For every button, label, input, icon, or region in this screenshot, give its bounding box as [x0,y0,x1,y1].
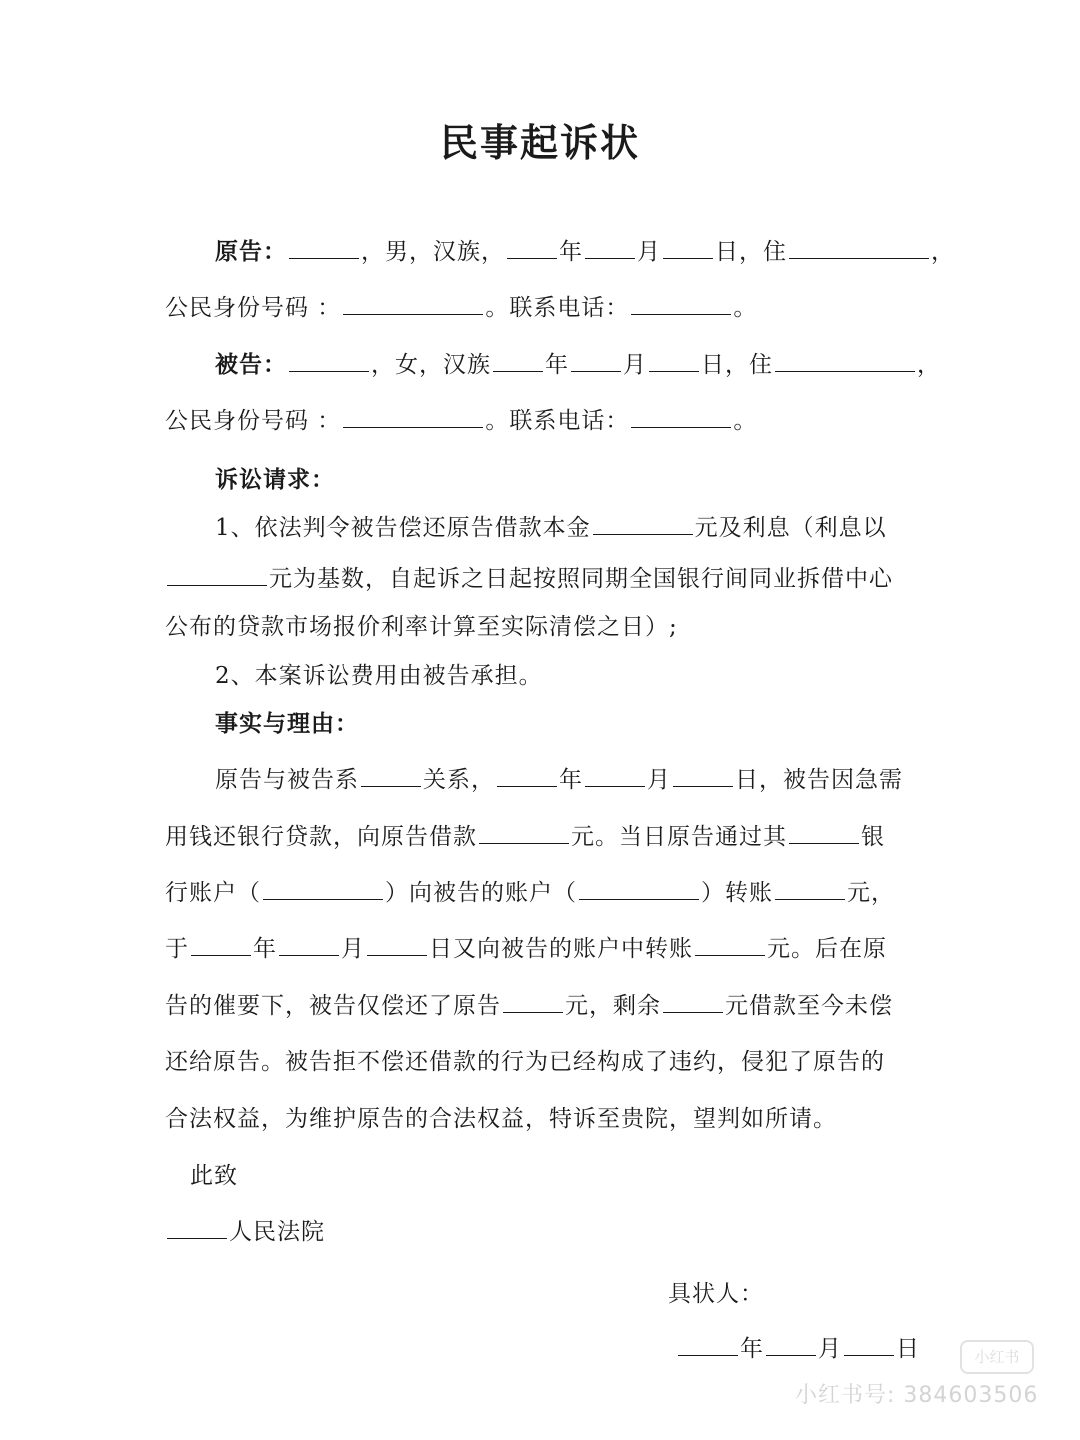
defendant-label: 被告： [215,352,287,378]
facts-text: 月 [647,767,671,793]
court-name: 人民法院 [229,1219,325,1245]
claim-item-1-line-2 [165,563,917,595]
closing-salute: 此致 [190,1163,238,1189]
blank-field [343,405,483,428]
plaintiff-year: 年 [559,239,583,265]
plaintiff-id-label: 公民身份号码 ： [165,295,342,321]
facts-line-5 [165,990,917,1022]
claim-item-2: 2、本案诉讼费用由被告承担。 [215,663,543,689]
period: 。 [733,295,758,321]
blank-field [695,933,765,956]
plaintiff-label: 原告： [215,239,287,265]
claim-item-1-line-3: 公布的贷款市场报价利率计算至实际清偿之日）; [165,614,678,640]
defendant-year: 年 [545,352,569,378]
facts-line-2 [165,821,917,853]
facts-text: 年 [559,767,583,793]
court-line [165,1216,917,1248]
facts-text: 元。后在原 [767,936,887,962]
facts-line-1 [215,764,917,796]
date-month: 月 [818,1336,842,1362]
facts-text: 告的催要下，被告仅偿还了原告 [165,993,501,1019]
blank-field [191,933,251,956]
facts-text: ）向被告的账户（ [385,880,577,906]
defendant-id-line [165,405,917,437]
facts-heading: 事实与理由： [215,711,359,737]
facts-line-7: 合法权益，为维护原告的合法权益，特诉至贵院，望判如所请。 [165,1106,837,1132]
facts-text: 用钱还银行贷款，向原告借款 [165,824,477,850]
sign-date [676,1330,920,1363]
facts-line-6: 还给原告。被告拒不偿还借款的行为已经构成了违约，侵犯了原告的 [165,1049,885,1075]
blank-field [497,764,557,787]
facts-text: 行账户（ [165,880,261,906]
facts-text: 元借款至今未偿 [725,993,893,1019]
blank-field [789,236,929,259]
claims-heading: 诉讼请求： [215,467,335,493]
blank-field [585,236,635,259]
blank-field [579,877,699,900]
blank-field [503,990,563,1013]
claim-text: 元为基数，自起诉之日起按照同期全国银行间同业拆借中心 [269,566,893,592]
blank-field [649,349,699,372]
date-year: 年 [740,1336,764,1362]
facts-line-3 [165,877,917,909]
blank-field [663,990,723,1013]
blank-field [571,349,621,372]
facts-text: 于 [165,936,189,962]
claim-text: 1、依法判令被告偿还原告借款本金 [215,515,591,541]
blank-field [343,292,483,315]
plaintiff-day-address: 日，住 [715,239,787,265]
plaintiff-phone-label: 。联系电话： [485,295,630,321]
plaintiff-end: ， [931,239,955,265]
period: 。 [733,408,758,434]
blank-field [493,349,543,372]
blank-field [167,1216,227,1239]
blank-field [673,764,733,787]
defendant-id-label: 公民身份号码 ： [165,408,342,434]
blank-field [789,821,859,844]
date-day: 日 [896,1336,920,1362]
blank-field [585,764,645,787]
defendant-end: ， [917,352,941,378]
blank-field [167,563,267,586]
facts-text: 银 [861,824,885,850]
blank-field [289,236,359,259]
blank-field [844,1333,894,1356]
facts-text: 元，剩余 [565,993,661,1019]
facts-text: 原告与被告系 [215,767,359,793]
defendant-month: 月 [623,352,647,378]
blank-field [663,236,713,259]
plaintiff-gender-ethnicity: ，男，汉族， [361,239,505,265]
blank-field [766,1333,816,1356]
facts-text: 日，被告因急需 [735,767,903,793]
blank-field [507,236,557,259]
blank-field [775,349,915,372]
defendant-phone-label: 。联系电话： [485,408,630,434]
facts-line-4 [165,933,917,965]
blank-field [367,933,427,956]
facts-text: 年 [253,936,277,962]
watermark-id-text: 小红书号: 384603506 [795,1383,1039,1408]
defendant-gender-ethnicity: ，女，汉族 [371,352,491,378]
watermark-logo: 小红书 [960,1340,1034,1374]
facts-text: 关系， [423,767,495,793]
blank-field [279,933,339,956]
blank-field [631,405,731,428]
plaintiff-id-line [165,292,917,324]
facts-text: ）转账 [701,880,773,906]
signer-label: 具状人： [668,1281,764,1307]
blank-field [263,877,383,900]
blank-field [593,512,693,535]
blank-field [631,292,731,315]
blank-field [289,349,369,372]
plaintiff-line [215,236,955,268]
facts-text: 日又向被告的账户中转账 [429,936,693,962]
facts-text: 月 [341,936,365,962]
facts-text: 元。当日原告通过其 [571,824,787,850]
claim-item-1-line-1 [215,512,917,544]
defendant-day-address: 日，住 [701,352,773,378]
blank-field [678,1333,738,1356]
blank-field [775,877,845,900]
plaintiff-month: 月 [637,239,661,265]
blank-field [361,764,421,787]
facts-text: 元， [847,880,895,906]
defendant-line [215,349,941,381]
document-title: 民事起诉状 [439,121,640,165]
blank-field [479,821,569,844]
claim-text: 元及利息（利息以 [694,515,887,541]
